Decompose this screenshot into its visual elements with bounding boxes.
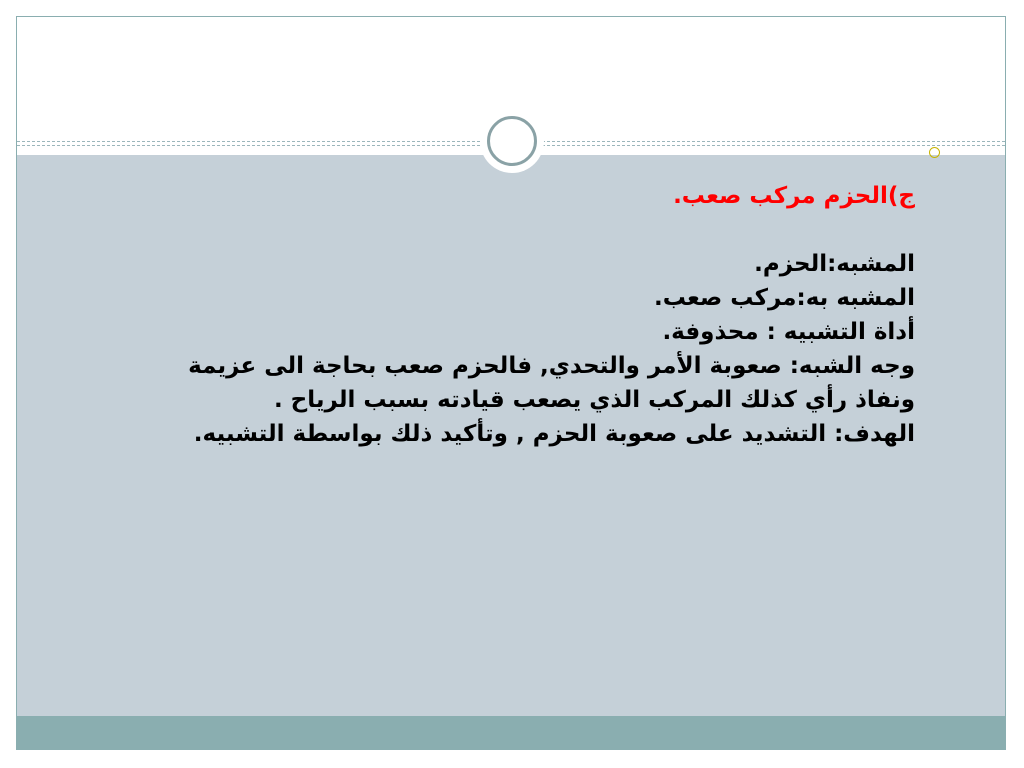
text-line-5: ونفاذ رأي كذلك المركب الذي يصعب قيادته بسبب الرياح . xyxy=(273,387,915,413)
slide-body-text xyxy=(55,179,915,451)
text-line-3: أداة التشبيه : محذوفة. xyxy=(662,319,915,345)
spacer xyxy=(55,213,915,247)
text-line-6: الهدف: التشديد على صعوبة الحزم , وتأكيد ذلك بواسطة التشبيه. xyxy=(193,421,915,447)
text-line-1: المشبه:الحزم. xyxy=(754,251,915,277)
text-line-2: المشبه به:مركب صعب. xyxy=(653,285,915,311)
badge-ring xyxy=(487,116,537,166)
slide-heading: ج)الحزم مركب صعب. xyxy=(673,183,915,209)
circle-badge-icon xyxy=(480,109,544,173)
slide xyxy=(16,16,1006,750)
text-line-4: وجه الشبه: صعوبة الأمر والتحدي, فالحزم صعب بحاجة الى عزيمة xyxy=(188,353,915,379)
footer-bar xyxy=(17,716,1005,750)
bullet-ring-icon xyxy=(929,147,940,158)
